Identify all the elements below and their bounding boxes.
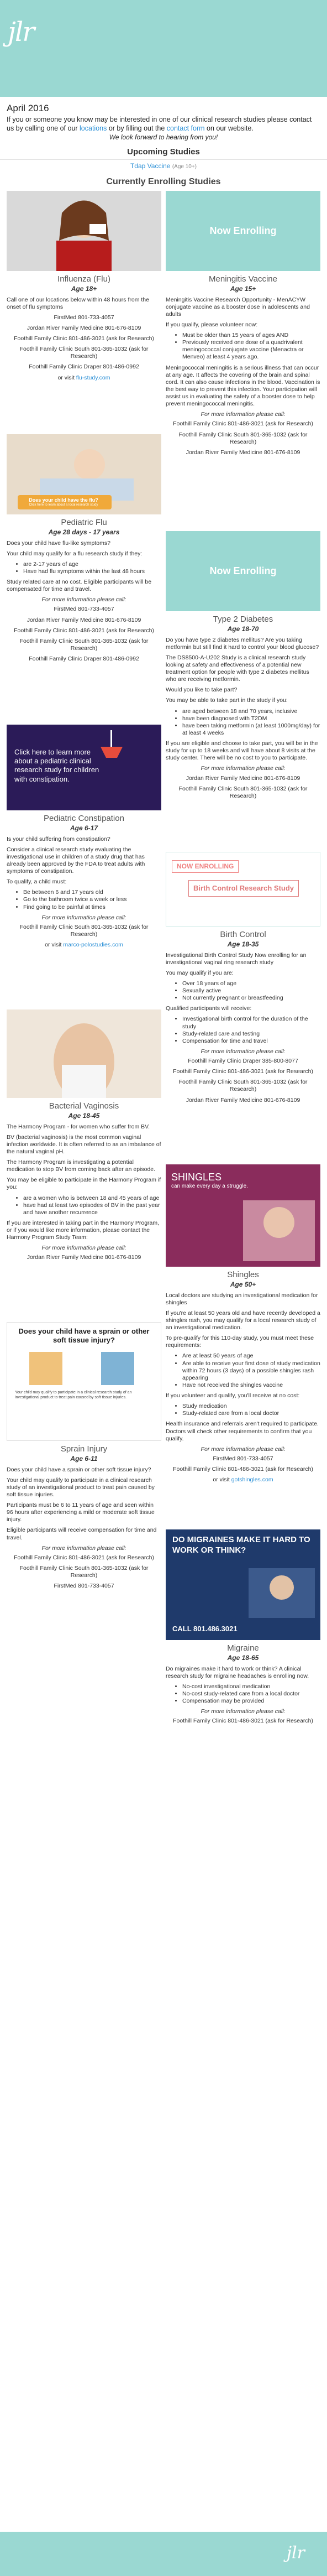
bacterial-ages: Age 18-45 bbox=[68, 1111, 100, 1120]
contact-entry: Foothill Family Clinic Draper 385-800-8077 bbox=[188, 1058, 298, 1064]
birth-control-p3: Qualified participants will receive: bbox=[166, 1005, 252, 1012]
shingles-banner-sub: can make every day a struggle. bbox=[171, 1183, 248, 1189]
contact-entry: FirstMed 801-733-4057 bbox=[54, 314, 114, 321]
migraine-title: Migraine bbox=[227, 1643, 259, 1653]
contact-entry: Foothill Family Clinic Draper 801-486-0992 bbox=[29, 363, 139, 371]
pediatric-flu-title: Pediatric Flu bbox=[61, 517, 107, 527]
contact-entry: Foothill Family Clinic 801-486-3021 (ask for Research) bbox=[173, 1718, 313, 1725]
upcoming-item bbox=[0, 162, 327, 171]
contact-heading: For more information please call: bbox=[201, 765, 286, 772]
header-banner bbox=[0, 0, 327, 97]
shingles-ages: Age 50+ bbox=[230, 1280, 256, 1288]
list-item: • Study medication bbox=[182, 1403, 320, 1410]
gotshingles-link[interactable]: gotshingles.com bbox=[231, 1476, 273, 1484]
meningitis-p2: If you qualify, please volunteer now: bbox=[166, 321, 258, 328]
list-item: • have been diagnosed with T2DM bbox=[182, 715, 320, 722]
list-item: • Compensation for time and travel bbox=[182, 1038, 320, 1045]
contact-entry: Foothill Family Clinic 801-486-3021 (ask for Research) bbox=[14, 1554, 154, 1561]
contact-entry: Foothill Family Clinic South 801-365-1032 (ask for Research) bbox=[19, 346, 149, 360]
diabetes-p4: You may be able to take part in the study if you: bbox=[166, 697, 288, 704]
kids-illustration bbox=[7, 1349, 161, 1388]
contact-heading: For more information please call: bbox=[201, 411, 286, 418]
influenza-visit bbox=[7, 374, 161, 382]
constipation-ages: Age 6-17 bbox=[70, 824, 98, 832]
intro-text bbox=[7, 116, 320, 133]
pediatric-flu-banner-sub: Click here to learn about a local research study bbox=[29, 503, 98, 507]
constipation-p2: Consider a clinical research study evaluating the investigational use in children of a study drug that has already been approved by the FDA to treat adults with symptoms of constipation. bbox=[7, 846, 145, 875]
contact-entry: Jordan River Family Medicine 801-676-8109 bbox=[27, 1254, 141, 1261]
list-item: • are 2-17 years of age bbox=[23, 561, 161, 568]
contact-entry: Foothill Family Clinic 801-486-3021 (ask for Research) bbox=[173, 420, 313, 428]
contact-entry: FirstMed 801-733-4057 bbox=[54, 606, 114, 613]
constipation-title: Pediatric Constipation bbox=[44, 813, 124, 823]
diabetes-p5: If you are eligible and choose to take part, you will be in the study for up to 18 weeks and will have about 8 visits at the study center. There will be no cost to you to participate. bbox=[166, 740, 318, 762]
birth-control-bullets bbox=[182, 980, 320, 1002]
study-sprain bbox=[7, 1322, 161, 1594]
upcoming-title: Upcoming Studies bbox=[0, 147, 327, 160]
list-item: • have been taking metformin (at least 1000mg/day) for at least 4 weeks bbox=[182, 722, 320, 737]
list-item: • Not currently pregnant or breastfeeding bbox=[182, 995, 320, 1002]
migraine-image[interactable] bbox=[166, 1529, 320, 1640]
shingles-p1: Local doctors are studying an investigational medication for shingles bbox=[166, 1292, 318, 1306]
list-item: • Over 18 years of age bbox=[182, 980, 320, 987]
bacterial-p2: BV (bacterial vaginosis) is the most common vaginal infection worldwide. It is often referred to as an imbalance of the natural vaginal pH. bbox=[7, 1133, 161, 1155]
study-influenza bbox=[7, 191, 161, 385]
influenza-title: Influenza (Flu) bbox=[57, 274, 110, 284]
influenza-ages: Age 18+ bbox=[71, 284, 97, 293]
diabetes-bullets bbox=[182, 708, 320, 737]
migraine-bullets bbox=[182, 1683, 320, 1705]
now-enrolling-banner: Now Enrolling bbox=[166, 191, 320, 271]
enrolling-title: Currently Enrolling Studies bbox=[106, 176, 221, 186]
list-item: • Sexually active bbox=[182, 987, 320, 995]
woman-illustration bbox=[7, 1009, 161, 1098]
study-birth-control bbox=[166, 852, 320, 1107]
birth-control-title: Birth Control bbox=[220, 929, 266, 939]
contact-form-link[interactable]: contact form bbox=[166, 124, 205, 132]
flu-study-link[interactable]: flu-study.com bbox=[76, 374, 110, 381]
intro bbox=[0, 97, 327, 142]
list-item: • are aged between 18 and 70 years, inclusive bbox=[182, 708, 320, 715]
contact-entry: Foothill Family Clinic Draper 801-486-0992 bbox=[29, 655, 139, 662]
footer-logo[interactable]: jlr bbox=[286, 2543, 305, 2563]
constipation-p1: Is your child suffering from constipation? bbox=[7, 835, 110, 842]
list-item: • Have had flu symptoms within the last 48 hours bbox=[23, 568, 161, 575]
sprain-ages: Age 6-11 bbox=[70, 1454, 98, 1463]
study-pediatric-flu bbox=[7, 434, 161, 666]
diabetes-p1: Do you have type 2 diabetes mellitus? Are you taking metformin but still find it hard to control your blood glucose? bbox=[166, 636, 319, 650]
contact-entry: Foothill Family Clinic South 801-365-1032 (ask for Research) bbox=[19, 637, 149, 652]
contact-heading: For more information please call: bbox=[201, 1445, 286, 1453]
sprain-p3: Participants must be 6 to 11 years of age and seen within 96 hours after experiencing a mild or moderate soft tissue injury. bbox=[7, 1502, 155, 1523]
migraine-p1: Do migraines make it hard to work or think? A clinical research study for migraine headaches is enrolling now. bbox=[166, 1665, 309, 1679]
study-diabetes bbox=[166, 531, 320, 803]
bacterial-image[interactable] bbox=[7, 1009, 161, 1098]
jlr-logo[interactable]: jlr bbox=[8, 17, 34, 48]
newsletter-month: April 2016 bbox=[7, 103, 49, 113]
list-item: • Compensation may be provided bbox=[182, 1698, 320, 1705]
migraine-phone[interactable]: CALL 801.486.3021 bbox=[172, 1624, 238, 1633]
shingles-photo bbox=[166, 1195, 320, 1267]
bacterial-bullets bbox=[23, 1195, 161, 1216]
influenza-image[interactable] bbox=[7, 191, 161, 271]
contact-entry: Foothill Family Clinic South 801-365-1032 (ask for Research) bbox=[178, 785, 308, 799]
studies-grid bbox=[0, 191, 327, 2558]
bacterial-p3: The Harmony Program is investigating a potential medication to stop BV from coming back after an episode. bbox=[7, 1159, 156, 1173]
sprain-p4: Eligible participants will receive compensation for time and travel. bbox=[7, 1527, 157, 1541]
bacterial-p5: If you are interested in taking part in the Harmony Program, or if you would like more information, please contact the Harmony Program Study Team: bbox=[7, 1219, 160, 1241]
contact-entry: Foothill Family Clinic South 801-365-1032 (ask for Research) bbox=[178, 1079, 308, 1093]
shingles-p4: If you volunteer and qualify, you'll receive at no cost: bbox=[166, 1392, 300, 1399]
contact-entry: Jordan River Family Medicine 801-676-8109 bbox=[27, 324, 141, 331]
bacterial-title: Bacterial Vaginosis bbox=[49, 1101, 119, 1111]
constipation-visit bbox=[7, 941, 161, 949]
contact-heading: For more information please call: bbox=[201, 1048, 286, 1055]
contact-entry: Jordan River Family Medicine 801-676-8109 bbox=[186, 1096, 300, 1104]
constipation-bullets bbox=[23, 889, 161, 910]
shingles-banner-title: SHINGLES bbox=[171, 1171, 222, 1183]
diabetes-image[interactable] bbox=[166, 531, 320, 611]
footer-banner bbox=[0, 2532, 327, 2576]
diabetes-ages: Age 18-70 bbox=[227, 625, 259, 633]
contact-entry: Foothill Family Clinic South 801-365-1032 (ask for Research) bbox=[19, 923, 149, 938]
visit-prefix: or visit bbox=[57, 374, 76, 381]
marco-polo-link[interactable]: marco-polostudies.com bbox=[63, 941, 123, 948]
constipation-p3: To qualify, a child must: bbox=[7, 878, 67, 886]
contact-heading: For more information please call: bbox=[41, 1245, 126, 1252]
migraine-ages: Age 18-65 bbox=[227, 1653, 259, 1662]
bacterial-p4: You may be eligible to participate in the Harmony Program if you: bbox=[7, 1177, 161, 1191]
pediatric-flu-p1: Does your child have flu-like symptoms? bbox=[7, 539, 110, 547]
tdap-vaccine-link[interactable]: Tdap Vaccine bbox=[130, 162, 171, 170]
list-item: • Have not received the shingles vaccine bbox=[182, 1382, 320, 1389]
shingles-p3: To pre-qualify for this 110-day study, you must meet these requirements: bbox=[166, 1335, 314, 1349]
visit-prefix: or visit bbox=[45, 941, 64, 948]
shingles-bullets bbox=[182, 1352, 320, 1389]
constipation-banner: Click here to learn more about a pediatric clinical research study for children with constipation. bbox=[14, 747, 99, 783]
shingles-title: Shingles bbox=[227, 1269, 259, 1279]
contact-entry: FirstMed 801-733-4057 bbox=[213, 1455, 273, 1462]
list-item: • Are able to receive your first dose of study medication within 72 hours (3 days) of a possible shingles rash appearing bbox=[182, 1360, 320, 1382]
list-item: • No-cost investigational medication bbox=[182, 1683, 320, 1690]
diabetes-p3: Would you like to take part? bbox=[166, 686, 238, 694]
list-item: • No-cost study-related care from a local doctor bbox=[182, 1690, 320, 1698]
meningitis-title: Meningitis Vaccine bbox=[209, 274, 277, 284]
meningitis-ages: Age 15+ bbox=[230, 284, 256, 293]
pediatric-flu-bullets bbox=[23, 561, 161, 575]
list-item: • Go to the bathroom twice a week or less bbox=[23, 896, 161, 903]
intro-text-1: If you or someone you know may be interested in one of our clinical research studies please contact us by calling one of our bbox=[7, 116, 312, 132]
meningitis-p3: Meningococcal meningitis is a serious illness that can occur at any age. It affects the covering of the brain and spinal cord. It can also cause infections in the blood. Vaccination is the best way to prevent this infection. Your participation will assist us in evaluating the safety of a booster dose to help prevent meningococcal meningitis. bbox=[166, 364, 320, 408]
shingles-visit bbox=[166, 1476, 320, 1484]
list-item: • are a women who is between 18 and 45 years of age bbox=[23, 1195, 161, 1202]
birth-control-image[interactable] bbox=[166, 852, 320, 927]
contact-heading: For more information please call: bbox=[201, 1708, 286, 1715]
pediatric-flu-image[interactable] bbox=[7, 434, 161, 514]
contact-heading: For more information please call: bbox=[41, 914, 126, 921]
locations-link[interactable]: locations bbox=[80, 124, 107, 132]
contact-entry: Jordan River Family Medicine 801-676-8109 bbox=[27, 616, 141, 623]
contact-entry: Foothill Family Clinic 801-486-3021 (ask for Research) bbox=[173, 1466, 313, 1472]
study-migraine bbox=[166, 1529, 320, 1729]
list-item: • Must be older than 15 years of ages AND bbox=[182, 332, 320, 339]
list-item: • Be between 6 and 17 years old bbox=[23, 889, 161, 896]
contact-heading: For more information please call: bbox=[41, 1544, 126, 1552]
constipation-image[interactable] bbox=[7, 725, 161, 810]
study-bacterial-vaginosis bbox=[7, 1009, 161, 1265]
birth-control-banner: Birth Control Research Study bbox=[188, 880, 299, 897]
list-item: • have had at least two episodes of BV in the past year and have another recurrence bbox=[23, 1202, 161, 1216]
sprain-image[interactable] bbox=[7, 1322, 161, 1441]
list-item: • Find going to be painful at times bbox=[23, 904, 161, 911]
bacterial-p1: The Harmony Program - for women who suffer from BV. bbox=[7, 1123, 150, 1130]
intro-text-2: or by filling out the bbox=[107, 124, 167, 132]
list-item: • Study-related care from a local doctor bbox=[182, 1410, 320, 1417]
pediatric-flu-p2: Your child may qualify for a flu research study if they: bbox=[7, 550, 143, 557]
shingles-image[interactable] bbox=[166, 1164, 320, 1267]
study-constipation bbox=[7, 725, 161, 952]
shingles-p5: Health insurance and referrals aren't required to participate. Doctors will check other requirements to confirm that you qualify. bbox=[166, 1420, 319, 1442]
sick-woman-illustration bbox=[7, 191, 161, 271]
contact-heading: For more information please call: bbox=[41, 596, 126, 603]
list-item: • Investigational birth control for the duration of the study bbox=[182, 1016, 320, 1030]
influenza-p1: Call one of our locations below within 48 hours from the onset of flu symptoms bbox=[7, 296, 149, 310]
list-item: • Previously received one dose of a quadrivalent meningococcal conjugate vaccine (Menactra or Menveo) at least 4 years ago. bbox=[182, 339, 320, 361]
shingles-bullets2 bbox=[182, 1403, 320, 1417]
sprain-banner-text: Your child may qualify to participate in a clinical research study of an investigational product to treat pain caused by soft tissue injuries. bbox=[15, 1391, 132, 1399]
shingles-p2: If you're at least 50 years old and have recently developed a shingles rash, you may qualify for a local research study of an investigational medication. bbox=[166, 1309, 320, 1331]
sprain-p2: Your child may qualify to participate in a clinical research study of an investigational product to treat pain caused by soft tissue injuries. bbox=[7, 1476, 155, 1498]
intro-closing: We look forward to hearing from you! bbox=[109, 133, 218, 141]
now-enrolling-tag: NOW ENROLLING bbox=[172, 860, 239, 873]
contact-entry: Jordan River Family Medicine 801-676-8109 bbox=[186, 774, 300, 782]
sprain-banner: Does your child have a sprain or other soft tissue injury? bbox=[18, 1326, 150, 1344]
list-item: • Study-related care and testing bbox=[182, 1031, 320, 1038]
meningitis-bullets bbox=[182, 332, 320, 361]
pediatric-flu-banner: Does your child have the flu? bbox=[29, 497, 98, 503]
contact-entry: Foothill Family Clinic 801-486-3021 (ask for Research) bbox=[173, 1068, 313, 1075]
birth-control-p1: Investigational Birth Control Study Now enrolling for an investigational vaginal ring research study bbox=[166, 951, 307, 966]
contact-entry: Foothill Family Clinic South 801-365-1032 (ask for Research) bbox=[178, 431, 308, 445]
migraine-photo bbox=[166, 1568, 320, 1618]
sprain-title: Sprain Injury bbox=[60, 1444, 108, 1454]
diabetes-title: Type 2 Diabetes bbox=[213, 614, 273, 624]
birth-control-bullets2 bbox=[182, 1016, 320, 1045]
contact-entry: Jordan River Family Medicine 801-676-8109 bbox=[186, 449, 300, 456]
meningitis-image[interactable] bbox=[166, 191, 320, 271]
study-shingles bbox=[166, 1164, 320, 1487]
contact-entry: FirstMed 801-733-4057 bbox=[54, 1583, 114, 1590]
intro-text-3: on our website. bbox=[204, 124, 254, 132]
list-item: • Are at least 50 years of age bbox=[182, 1352, 320, 1360]
birth-control-ages: Age 18-35 bbox=[227, 940, 259, 948]
visit-prefix: or visit bbox=[213, 1476, 231, 1484]
tdap-age: (Age 10+) bbox=[172, 164, 197, 170]
birth-control-p2: You may qualify if you are: bbox=[166, 969, 234, 976]
diabetes-p2: The DS8500-A-U202 Study is a clinical research study looking at safety and effectiveness of a potential new treatment option for people with type 2 diabetes mellitus who are receiving metformin. bbox=[166, 654, 309, 683]
sprain-p1: Does your child have a sprain or other soft tissue injury? bbox=[7, 1466, 151, 1473]
now-enrolling-banner: Now Enrolling bbox=[166, 531, 320, 611]
contact-entry: Foothill Family Clinic 801-486-3021 (ask for Research) bbox=[14, 627, 154, 634]
pediatric-flu-ages: Age 28 days - 17 years bbox=[48, 528, 120, 536]
meningitis-p1: Meningitis Vaccine Research Opportunity - MenACYW conjugate vaccine as a booster dose in adolescents and adults bbox=[166, 296, 310, 318]
migraine-banner: DO MIGRAINES MAKE IT HARD TO WORK OR THINK? bbox=[172, 1534, 310, 1555]
contact-entry: Foothill Family Clinic 801-486-3021 (ask for Research) bbox=[14, 335, 154, 342]
study-meningitis bbox=[166, 191, 320, 460]
contact-entry: Foothill Family Clinic South 801-365-1032 (ask for Research) bbox=[19, 1564, 149, 1579]
pediatric-flu-p3: Study related care at no cost. Eligible participants will be compensated for time and travel. bbox=[7, 579, 152, 593]
